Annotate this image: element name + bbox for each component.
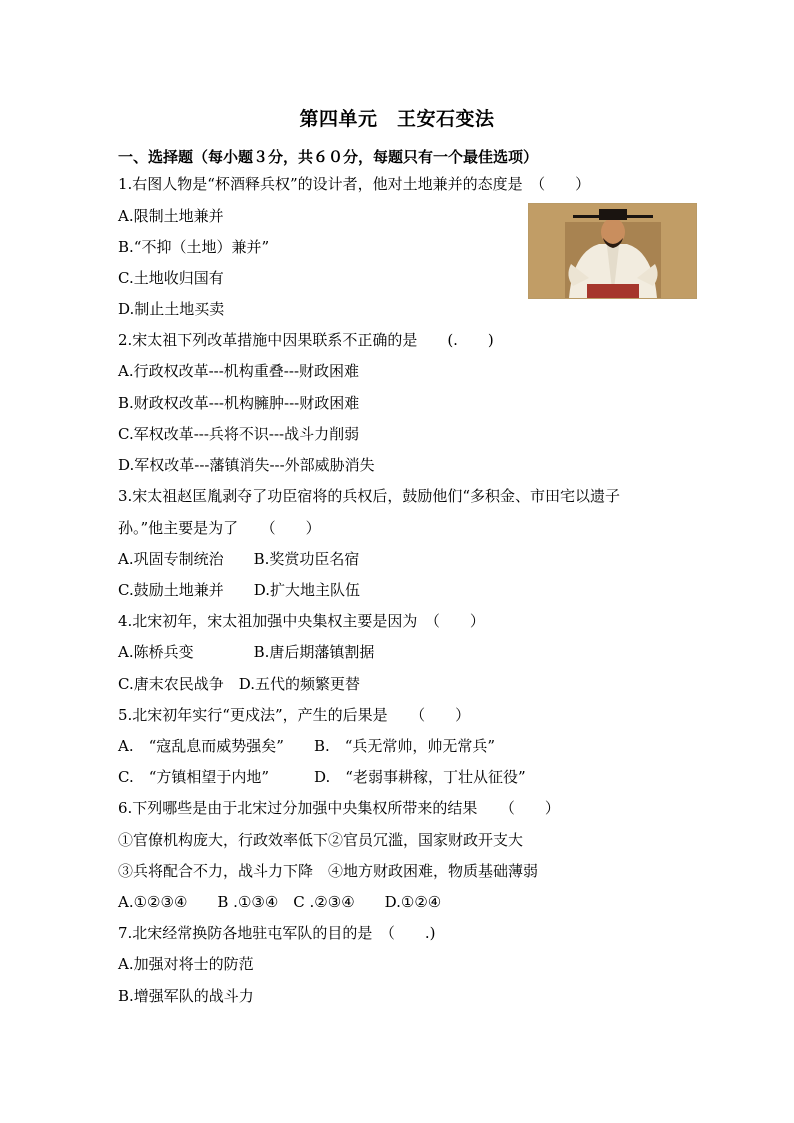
question-2-option-b: B.财政权改革---机构臃肿---财政困难 [118,394,360,412]
question-7-stem: 7.北宋经常换防各地驻屯军队的目的是 （ .) [118,924,436,942]
question-2-option-a: A.行政权改革---机构重叠---财政困难 [118,362,360,380]
question-3-options-ab: A.巩固专制统治 B.奖赏功臣名宿 [118,550,360,568]
question-6-options: A.①②③④ B .①③④ C .②③④ D.①②④ [118,893,442,911]
question-7-option-b: B.增强军队的战斗力 [118,987,254,1005]
question-3-stem-continued: 孙。”他主要是为了 （ ） [118,519,321,537]
section-heading: 一、选择题（每小题３分，共６０分，每题只有一个最佳选项） [118,148,539,166]
question-3-stem: 3.宋太祖赵匡胤剥夺了功臣宿将的兵权后，鼓励他们“多积金、市田宅以遗子 [118,487,620,505]
question-6-items-12: ①官僚机构庞大，行政效率低下②官员冗滥，国家财政开支大 [118,831,524,849]
question-5-options-ab: A. “寇乱息而威势强矣” B. “兵无常帅，帅无常兵” [118,737,496,755]
question-2-option-c: C.军权改革---兵将不识---战斗力削弱 [118,425,360,443]
question-1-option-c: C.土地收归国有 [118,269,224,287]
emperor-portrait-image [528,203,697,299]
question-1-stem: 1.右图人物是“杯酒释兵权”的设计者，他对土地兼并的态度是 （ ） [118,175,591,193]
question-1-option-d: D.制止土地买卖 [118,300,225,318]
question-6-items-34: ③兵将配合不力，战斗力下降 ④地方财政困难，物质基础薄弱 [118,862,539,880]
page-title: 第四单元 王安石变法 [299,108,495,130]
question-4-options-ab: A.陈桥兵变 B.唐后期藩镇割据 [118,643,375,661]
question-3-options-cd: C.鼓励土地兼并 D.扩大地主队伍 [118,581,360,599]
question-4-options-cd: C.唐末农民战争 D.五代的频繁更替 [118,675,360,693]
question-2-option-d: D.军权改革---藩镇消失---外部威胁消失 [118,456,375,474]
question-1-option-a: A.限制土地兼并 [118,207,224,225]
question-5-stem: 5.北宋初年实行“更戍法”，产生的后果是 （ ） [118,706,471,724]
question-7-option-a: A.加强对将士的防范 [118,955,254,973]
question-6-stem: 6.下列哪些是由于北宋过分加强中央集权所带来的结果 （ ） [118,799,560,817]
question-4-stem: 4.北宋初年，宋太祖加强中央集权主要是因为 （ ） [118,612,485,630]
question-5-options-cd: C. “方镇相望于内地” D. “老弱事耕稼，丁壮从征役” [118,768,526,786]
question-2-stem: 2.宋太祖下列改革措施中因果联系不正确的是 (. ) [118,331,494,349]
question-1-option-b: B.“不抑（土地）兼并” [118,238,270,256]
